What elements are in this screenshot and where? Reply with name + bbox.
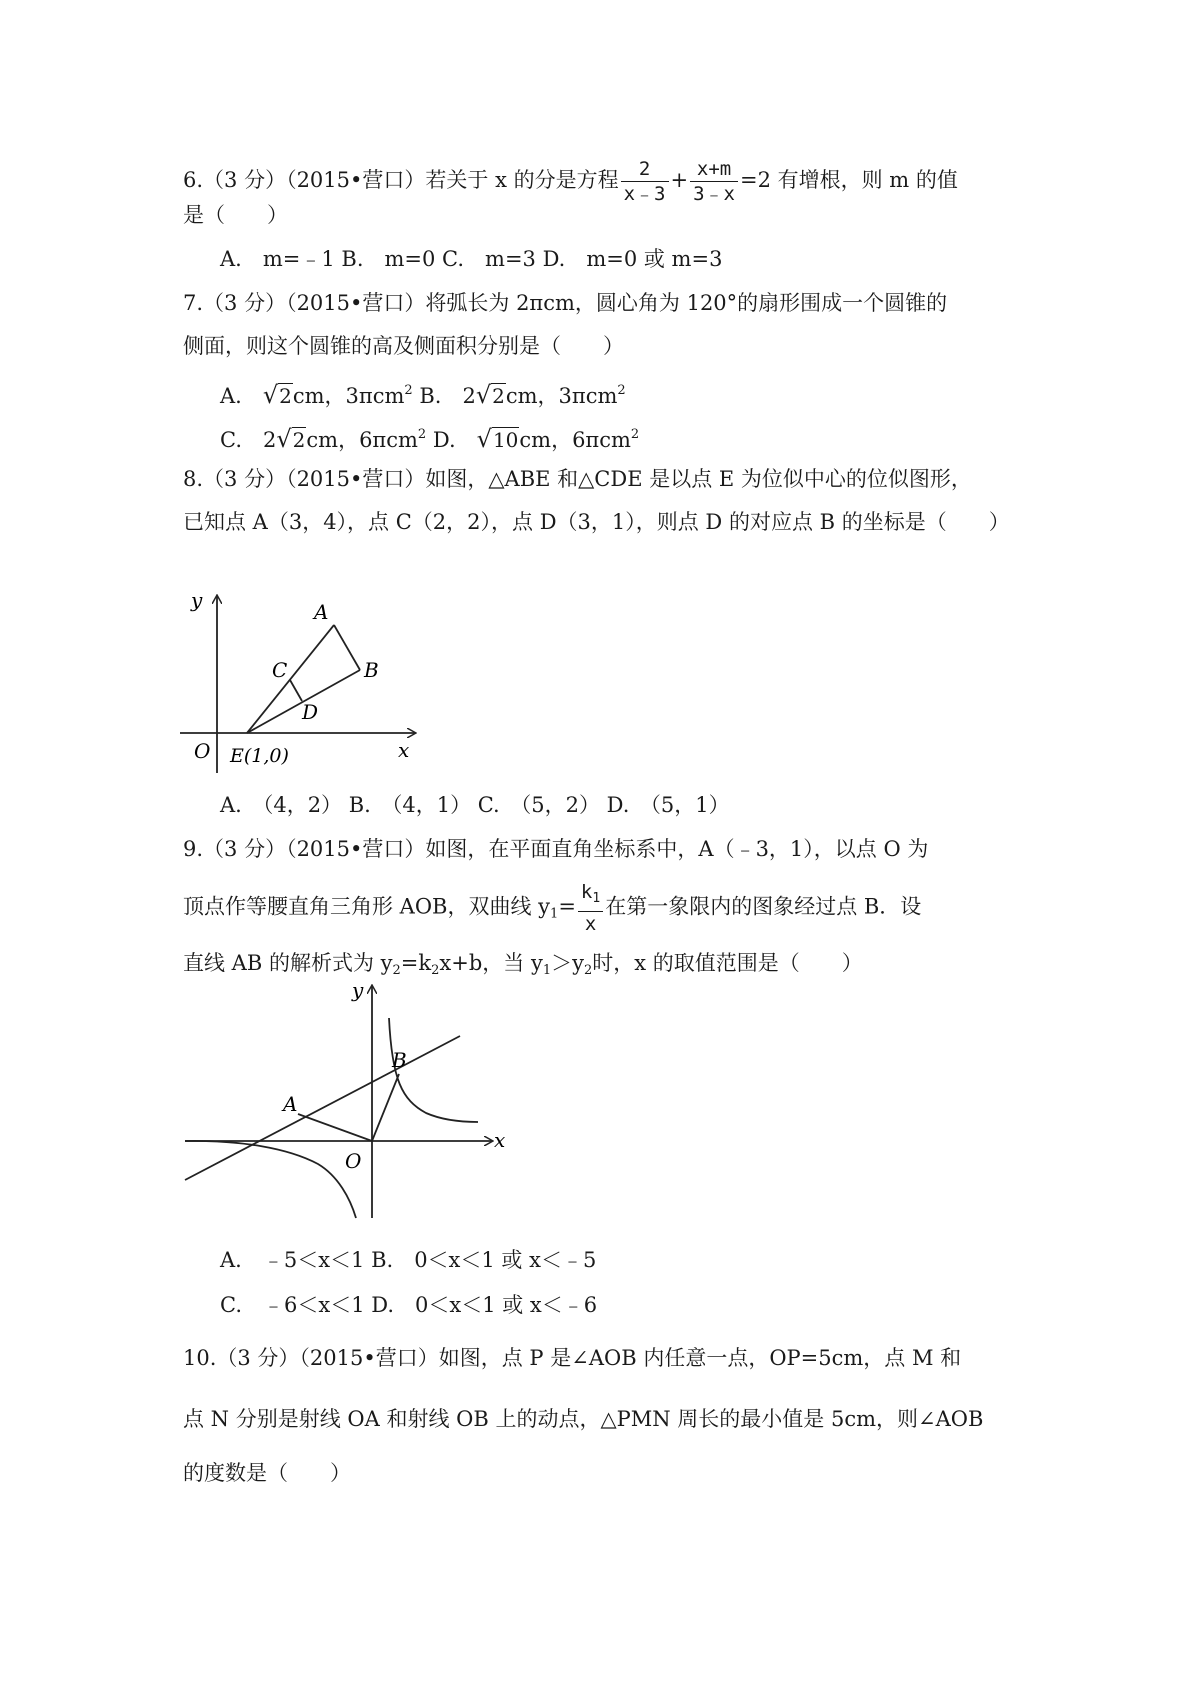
q10-line-1: 10.（3 分）（2015•营口）如图，点 P 是∠AOB 内任意一点，OP=5cm，点 M 和 <box>183 1346 962 1370</box>
q7-option-c-label: C. 2 <box>220 428 277 452</box>
q7-option-d-sup: 2 <box>630 427 640 442</box>
q8-line-2: 已知点 A（3，4），点 C（2，2），点 D（3，1），则点 D 的对应点 B 的坐标是（ ） <box>183 510 1010 534</box>
q9-line-3-sub1: 2 <box>392 963 401 978</box>
q7-option-d-radicand: 10 <box>492 428 519 452</box>
q9-line-3-a: 直线 AB 的解析式为 y <box>183 951 393 975</box>
q9-line-3-c: x+b，当 y <box>439 951 543 975</box>
q10-line-3: 的度数是（ ） <box>183 1461 351 1485</box>
q6-fraction-2 <box>690 157 738 206</box>
q7-option-a-sqrt <box>263 380 293 411</box>
q9-line-3-sub3: 1 <box>542 963 552 978</box>
q9-line-3-e: 时，x 的取值范围是（ ） <box>592 951 863 975</box>
q9-sub-1: 1 <box>550 906 559 922</box>
q6-f1-numerator: 2 <box>621 157 669 182</box>
q9-label-x: x <box>494 1128 506 1152</box>
q9-frac-sub: 1 <box>592 891 601 906</box>
q9-line-2-a: 顶点作等腰直角三角形 AOB，双曲线 y <box>183 894 551 919</box>
q9-line-1: 9.（3 分）（2015•营口）如图，在平面直角坐标系中，A（﹣3，1），以点 O 为 <box>183 837 929 861</box>
q9-segment-ao <box>298 1114 372 1141</box>
q7-option-d-sqrt <box>477 424 520 455</box>
q8-label-a: A <box>314 600 329 624</box>
q6-plus: + <box>670 168 689 192</box>
q9-line-3-sub2: 2 <box>431 963 440 978</box>
q8-label-b: B <box>364 658 379 682</box>
q9-line-3-b: =k <box>400 951 432 975</box>
q7-option-c-sqrt <box>276 424 306 455</box>
q7-option-a-sup: 2 <box>404 383 413 398</box>
q8-label-x: x <box>398 738 410 762</box>
q9-line-2-b: 在第一象限内的图象经过点 B．设 <box>605 894 922 919</box>
sqrt-icon: √ <box>262 381 279 409</box>
q7-option-d-rest: cm，6πcm <box>519 428 631 452</box>
q6-prefix: 6.（3 分）（2015•营口）若关于 x 的分是方程 <box>183 168 619 192</box>
q9-options-1: A. ﹣5＜x＜1 B. 0＜x＜1 或 x＜﹣5 <box>220 1248 597 1272</box>
q8-figure <box>180 590 420 775</box>
q9-options-2: C. ﹣6＜x＜1 D. 0＜x＜1 或 x＜﹣6 <box>220 1293 598 1317</box>
q9-frac-numerator <box>578 880 603 912</box>
q9-label-y: y <box>352 980 364 1002</box>
q7-option-b-sup: 2 <box>617 383 626 398</box>
q7-option-a-rest: cm，3πcm <box>292 384 405 408</box>
q9-equals: = <box>558 894 576 919</box>
q6-f2-denominator: 3﹣x <box>693 183 735 205</box>
q6-f2-numerator: x+m <box>690 157 738 182</box>
q9-line-3-sub4: 2 <box>583 963 593 978</box>
q6-f1-denominator: x﹣3 <box>623 183 666 205</box>
q9-label-a: A <box>283 1092 298 1116</box>
q8-label-o: O <box>194 739 211 763</box>
q7-option-c-sup: 2 <box>417 427 427 442</box>
q7-options-cd <box>220 420 639 455</box>
q9-hyperbola-q3 <box>185 1141 356 1218</box>
q8-label-d: D <box>302 700 319 724</box>
q7-option-b-rest: cm，3πcm <box>505 384 618 408</box>
q8-segment-cd <box>290 680 302 701</box>
q9-figure <box>180 980 510 1225</box>
q6-fraction-1 <box>621 157 669 206</box>
sqrt-icon: √ <box>475 381 492 409</box>
q10-line-2: 点 N 分别是射线 OA 和射线 OB 上的动点，△PMN 周长的最小值是 5cm，则∠AOB <box>183 1407 984 1431</box>
q7-option-c-radicand: 2 <box>292 428 306 452</box>
q9-label-b: B <box>392 1048 407 1072</box>
q7-option-b-label: B. 2 <box>412 384 476 408</box>
q9-label-o: O <box>345 1149 362 1173</box>
q7-options-ab <box>220 376 626 411</box>
q6-line-2: 是（ ） <box>183 203 288 227</box>
q6-options: A. m=﹣1 B. m=0 C. m=3 D. m=0 或 m=3 <box>220 247 723 271</box>
q8-line-1: 8.（3 分）（2015•营口）如图，△ABE 和△CDE 是以点 E 为位似中心的位似图形， <box>183 467 972 491</box>
q8-label-e: E(1,0) <box>230 745 289 767</box>
q8-options: A. （4，2） B. （4，1） C. （5，2） D. （5，1） <box>220 793 730 817</box>
q9-fraction <box>578 880 603 936</box>
q7-option-a-radicand: 2 <box>279 384 292 408</box>
q9-frac-k: k <box>580 881 593 903</box>
q9-line-3-d: ＞y <box>551 951 584 975</box>
q8-segment-ea <box>247 625 334 733</box>
q8-segment-ab <box>334 625 360 670</box>
q6-line-1 <box>183 157 958 206</box>
q7-option-c-rest: cm，6πcm <box>306 428 418 452</box>
q8-label-c: C <box>272 658 288 682</box>
sqrt-icon: √ <box>476 425 492 453</box>
q9-frac-denominator: x <box>584 913 597 935</box>
q7-line-2: 侧面，则这个圆锥的高及侧面积分别是（ ） <box>183 334 624 358</box>
q7-option-a-label: A. <box>220 384 263 408</box>
q9-segment-ob <box>372 1074 399 1141</box>
q8-label-y: y <box>191 590 203 612</box>
q7-option-b-radicand: 2 <box>492 384 505 408</box>
q9-line-2 <box>183 880 921 936</box>
sqrt-icon: √ <box>276 425 292 453</box>
q7-option-d-label: D. <box>426 428 477 452</box>
q7-option-b-sqrt <box>476 380 506 411</box>
q7-line-1: 7.（3 分）（2015•营口）将弧长为 2πcm，圆心角为 120°的扇形围成一个圆锥的 <box>183 291 948 315</box>
q6-suffix: =2 有增根，则 m 的值 <box>740 168 958 192</box>
